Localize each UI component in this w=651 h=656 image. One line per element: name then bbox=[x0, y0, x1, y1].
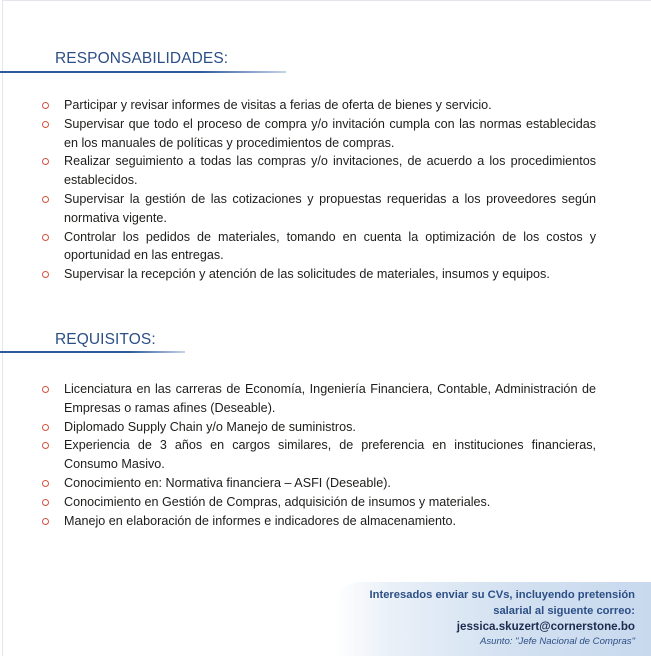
list-item: Experiencia de 3 años en cargos similares, de preferencia en instituciones financieras, Consumo Masivo. bbox=[41, 436, 596, 474]
bullet-icon bbox=[42, 158, 49, 165]
contact-text bbox=[370, 588, 635, 649]
bullet-icon bbox=[42, 121, 49, 128]
responsabilidades-heading: RESPONSABILIDADES: bbox=[55, 50, 229, 67]
requisitos-divider bbox=[0, 351, 185, 353]
list-item: Conocimiento en Gestión de Compras, adquisición de insumos y materiales. bbox=[41, 493, 596, 512]
responsabilidades-list bbox=[41, 96, 596, 284]
list-item: Participar y revisar informes de visitas a ferias de oferta de bienes y servicio. bbox=[41, 96, 596, 115]
list-item: Manejo en elaboración de informes e indicadores de almacenamiento. bbox=[41, 512, 596, 531]
list-item: Supervisar la gestión de las cotizaciones y propuestas requeridas a los proveedores según normativa vigente. bbox=[41, 190, 596, 228]
list-item: Supervisar la recepción y atención de las solicitudes de materiales, insumos y equipos. bbox=[41, 265, 596, 284]
bullet-icon bbox=[42, 424, 49, 431]
bullet-icon bbox=[42, 234, 49, 241]
contact-panel bbox=[334, 582, 651, 656]
requisitos-list bbox=[41, 380, 596, 530]
bullet-icon bbox=[42, 271, 49, 278]
contact-instructions-line-2: salarial al siguente correo: bbox=[493, 604, 635, 617]
contact-email[interactable]: jessica.skuzert@cornerstone.bo bbox=[456, 620, 635, 634]
bullet-icon bbox=[42, 518, 49, 525]
list-item: Conocimiento en: Normativa financiera – ASFI (Deseable). bbox=[41, 474, 596, 493]
list-item: Licenciatura en las carreras de Economía, Ingeniería Financiera, Contable, Administración de Empresas o ramas afines (Deseable). bbox=[41, 380, 596, 418]
list-item: Realizar seguimiento a todas las compras y/o invitaciones, de acuerdo a los procedimientos establecidos. bbox=[41, 152, 596, 190]
bullet-icon bbox=[42, 196, 49, 203]
bullet-icon bbox=[42, 386, 49, 393]
bullet-icon bbox=[42, 102, 49, 109]
responsabilidades-divider bbox=[0, 71, 286, 73]
list-item: Diplomado Supply Chain y/o Manejo de suministros. bbox=[41, 418, 596, 437]
bullet-icon bbox=[42, 499, 49, 506]
list-item: Supervisar que todo el proceso de compra y/o invitación cumpla con las normas establecidas en los manuales de políticas y procedimientos de compras. bbox=[41, 115, 596, 153]
bullet-icon bbox=[42, 442, 49, 449]
bullet-icon bbox=[42, 480, 49, 487]
contact-instructions-line-1: Interesados enviar su CVs, incluyendo pretensión bbox=[369, 589, 635, 601]
requisitos-heading: REQUISITOS: bbox=[55, 331, 156, 348]
list-item: Controlar los pedidos de materiales, tomando en cuenta la optimización de los costos y oportunidad en las entregas. bbox=[41, 228, 596, 266]
contact-subject: Asunto: "Jefe Nacional de Compras" bbox=[479, 636, 635, 648]
